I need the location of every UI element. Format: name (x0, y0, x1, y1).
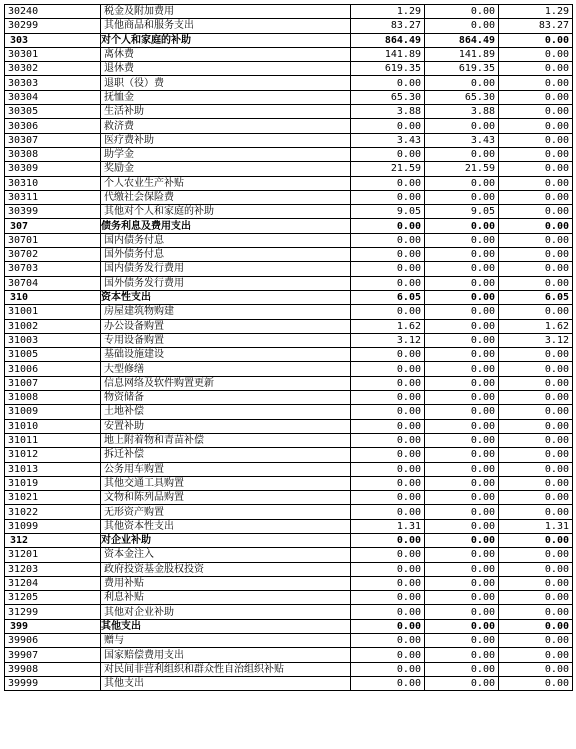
subject-name-cell: 债务利息及费用支出 (101, 219, 351, 233)
subject-name-cell: 其他交通工具购置 (101, 476, 351, 490)
subject-code-cell: 31003 (5, 333, 101, 347)
subject-name-cell: 国内债务付息 (101, 233, 351, 247)
subject-name-cell: 其他商品和服务支出 (101, 19, 351, 33)
subject-name-cell: 基础设施建设 (101, 348, 351, 362)
subject-name-cell: 文物和陈列品购置 (101, 491, 351, 505)
subject-name-cell: 其他资本性支出 (101, 519, 351, 533)
basic-expenditure-cell: 0.00 (425, 405, 499, 419)
basic-expenditure-cell: 0.00 (425, 548, 499, 562)
subject-name-cell: 费用补贴 (101, 576, 351, 590)
project-expenditure-cell: 0.00 (499, 548, 573, 562)
basic-expenditure-cell: 0.00 (425, 533, 499, 547)
project-expenditure-cell: 0.00 (499, 391, 573, 405)
total-amount-cell: 0.00 (351, 491, 425, 505)
subject-name-cell: 国外债务发行费用 (101, 276, 351, 290)
basic-expenditure-cell: 0.00 (425, 476, 499, 490)
subject-code-cell: 39907 (5, 648, 101, 662)
subject-code-cell: 31010 (5, 419, 101, 433)
basic-expenditure-cell: 0.00 (425, 248, 499, 262)
subject-code-cell: 399 (5, 619, 101, 633)
project-expenditure-cell: 0.00 (499, 462, 573, 476)
table-row (5, 676, 573, 690)
subject-code-cell: 31008 (5, 391, 101, 405)
total-amount-cell: 0.00 (351, 276, 425, 290)
subject-name-cell: 离休费 (101, 47, 351, 61)
basic-expenditure-cell: 0.00 (425, 619, 499, 633)
subject-code-cell: 30311 (5, 190, 101, 204)
category-row (5, 290, 573, 304)
subject-name-cell: 土地补偿 (101, 405, 351, 419)
subject-name-cell: 信息网络及软件购置更新 (101, 376, 351, 390)
total-amount-cell: 0.00 (351, 476, 425, 490)
subject-code-cell: 30299 (5, 19, 101, 33)
table-row (5, 190, 573, 204)
total-amount-cell: 0.00 (351, 548, 425, 562)
project-expenditure-cell: 0.00 (499, 634, 573, 648)
table-row (5, 376, 573, 390)
project-expenditure-cell: 0.00 (499, 662, 573, 676)
basic-expenditure-cell: 864.49 (425, 33, 499, 47)
subject-name-cell: 对个人和家庭的补助 (101, 33, 351, 47)
project-expenditure-cell: 0.00 (499, 190, 573, 204)
project-expenditure-cell: 0.00 (499, 305, 573, 319)
subject-code-cell: 31099 (5, 519, 101, 533)
project-expenditure-cell: 0.00 (499, 591, 573, 605)
total-amount-cell: 0.00 (351, 219, 425, 233)
subject-name-cell: 救济费 (101, 119, 351, 133)
basic-expenditure-cell: 0.00 (425, 491, 499, 505)
table-row (5, 476, 573, 490)
subject-code-cell: 31005 (5, 348, 101, 362)
total-amount-cell: 0.00 (351, 405, 425, 419)
subject-code-cell: 31007 (5, 376, 101, 390)
project-expenditure-cell: 0.00 (499, 605, 573, 619)
project-expenditure-cell: 3.12 (499, 333, 573, 347)
basic-expenditure-cell: 0.00 (425, 319, 499, 333)
project-expenditure-cell: 0.00 (499, 133, 573, 147)
subject-code-cell: 31002 (5, 319, 101, 333)
subject-code-cell: 31021 (5, 491, 101, 505)
total-amount-cell: 0.00 (351, 433, 425, 447)
table-row (5, 491, 573, 505)
basic-expenditure-cell: 0.00 (425, 147, 499, 161)
subject-code-cell: 30399 (5, 205, 101, 219)
expenditure-table (4, 4, 573, 691)
table-row (5, 348, 573, 362)
total-amount-cell: 3.88 (351, 105, 425, 119)
project-expenditure-cell: 83.27 (499, 19, 573, 33)
subject-code-cell: 31019 (5, 476, 101, 490)
subject-code-cell: 30702 (5, 248, 101, 262)
total-amount-cell: 0.00 (351, 305, 425, 319)
table-row (5, 591, 573, 605)
project-expenditure-cell: 1.29 (499, 5, 573, 19)
category-row (5, 219, 573, 233)
basic-expenditure-cell: 0.00 (425, 519, 499, 533)
table-row (5, 448, 573, 462)
total-amount-cell: 0.00 (351, 505, 425, 519)
total-amount-cell: 0.00 (351, 605, 425, 619)
project-expenditure-cell: 0.00 (499, 491, 573, 505)
subject-code-cell: 30308 (5, 147, 101, 161)
basic-expenditure-cell: 3.88 (425, 105, 499, 119)
table-row (5, 391, 573, 405)
table-row (5, 248, 573, 262)
basic-expenditure-cell: 0.00 (425, 562, 499, 576)
subject-name-cell: 税金及附加费用 (101, 5, 351, 19)
subject-code-cell: 30306 (5, 119, 101, 133)
total-amount-cell: 0.00 (351, 76, 425, 90)
table-row (5, 648, 573, 662)
total-amount-cell: 9.05 (351, 205, 425, 219)
project-expenditure-cell: 0.00 (499, 90, 573, 104)
project-expenditure-cell: 0.00 (499, 276, 573, 290)
table-row (5, 405, 573, 419)
total-amount-cell: 65.30 (351, 90, 425, 104)
basic-expenditure-cell: 0.00 (425, 348, 499, 362)
subject-code-cell: 31022 (5, 505, 101, 519)
table-row (5, 76, 573, 90)
total-amount-cell: 0.00 (351, 448, 425, 462)
table-row (5, 19, 573, 33)
subject-code-cell: 39906 (5, 634, 101, 648)
subject-name-cell: 房屋建筑物购建 (101, 305, 351, 319)
basic-expenditure-cell: 21.59 (425, 162, 499, 176)
table-row (5, 5, 573, 19)
table-row (5, 105, 573, 119)
table-row (5, 205, 573, 219)
subject-name-cell: 办公设备购置 (101, 319, 351, 333)
project-expenditure-cell: 0.00 (499, 476, 573, 490)
subject-code-cell: 312 (5, 533, 101, 547)
total-amount-cell: 0.00 (351, 648, 425, 662)
project-expenditure-cell: 0.00 (499, 105, 573, 119)
project-expenditure-cell: 0.00 (499, 233, 573, 247)
table-row (5, 133, 573, 147)
subject-code-cell: 31006 (5, 362, 101, 376)
table-row (5, 433, 573, 447)
subject-name-cell: 对企业补助 (101, 533, 351, 547)
subject-name-cell: 公务用车购置 (101, 462, 351, 476)
subject-name-cell: 退休费 (101, 62, 351, 76)
subject-name-cell: 利息补贴 (101, 591, 351, 605)
project-expenditure-cell: 0.00 (499, 162, 573, 176)
table-row (5, 233, 573, 247)
table-row (5, 505, 573, 519)
subject-name-cell: 安置补助 (101, 419, 351, 433)
basic-expenditure-cell: 0.00 (425, 419, 499, 433)
basic-expenditure-cell: 0.00 (425, 433, 499, 447)
subject-code-cell: 30304 (5, 90, 101, 104)
subject-code-cell: 31013 (5, 462, 101, 476)
subject-code-cell: 31001 (5, 305, 101, 319)
subject-code-cell: 31203 (5, 562, 101, 576)
subject-name-cell: 其他对企业补助 (101, 605, 351, 619)
table-row (5, 462, 573, 476)
subject-code-cell: 31205 (5, 591, 101, 605)
table-row (5, 162, 573, 176)
table-row (5, 119, 573, 133)
project-expenditure-cell: 0.00 (499, 33, 573, 47)
total-amount-cell: 0.00 (351, 262, 425, 276)
category-row (5, 33, 573, 47)
total-amount-cell: 864.49 (351, 33, 425, 47)
subject-name-cell: 其他支出 (101, 676, 351, 690)
total-amount-cell: 1.31 (351, 519, 425, 533)
subject-name-cell: 生活补助 (101, 105, 351, 119)
basic-expenditure-cell: 0.00 (425, 634, 499, 648)
total-amount-cell: 0.00 (351, 662, 425, 676)
table-row (5, 147, 573, 161)
subject-name-cell: 物资储备 (101, 391, 351, 405)
project-expenditure-cell: 0.00 (499, 405, 573, 419)
basic-expenditure-cell: 0.00 (425, 662, 499, 676)
project-expenditure-cell: 0.00 (499, 362, 573, 376)
subject-code-cell: 31012 (5, 448, 101, 462)
subject-name-cell: 地上附着物和青苗补偿 (101, 433, 351, 447)
table-row (5, 605, 573, 619)
basic-expenditure-cell: 3.43 (425, 133, 499, 147)
total-amount-cell: 0.00 (351, 348, 425, 362)
subject-name-cell: 助学金 (101, 147, 351, 161)
subject-code-cell: 30309 (5, 162, 101, 176)
basic-expenditure-cell: 0.00 (425, 233, 499, 247)
subject-code-cell: 31009 (5, 405, 101, 419)
table-row (5, 262, 573, 276)
basic-expenditure-cell: 0.00 (425, 576, 499, 590)
subject-name-cell: 抚恤金 (101, 90, 351, 104)
total-amount-cell: 0.00 (351, 619, 425, 633)
basic-expenditure-cell: 0.00 (425, 605, 499, 619)
subject-code-cell: 39908 (5, 662, 101, 676)
total-amount-cell: 141.89 (351, 47, 425, 61)
subject-name-cell: 医疗费补助 (101, 133, 351, 147)
subject-name-cell: 奖励金 (101, 162, 351, 176)
subject-name-cell: 国家赔偿费用支出 (101, 648, 351, 662)
total-amount-cell: 0.00 (351, 362, 425, 376)
basic-expenditure-cell: 0.00 (425, 305, 499, 319)
subject-name-cell: 资本金注入 (101, 548, 351, 562)
basic-expenditure-cell: 0.00 (425, 190, 499, 204)
total-amount-cell: 21.59 (351, 162, 425, 176)
basic-expenditure-cell: 0.00 (425, 333, 499, 347)
total-amount-cell: 3.43 (351, 133, 425, 147)
project-expenditure-cell: 0.00 (499, 562, 573, 576)
table-row (5, 333, 573, 347)
basic-expenditure-cell: 0.00 (425, 591, 499, 605)
subject-name-cell: 国外债务付息 (101, 248, 351, 262)
basic-expenditure-cell: 0.00 (425, 176, 499, 190)
table-row (5, 176, 573, 190)
project-expenditure-cell: 0.00 (499, 576, 573, 590)
project-expenditure-cell: 0.00 (499, 47, 573, 61)
subject-code-cell: 39999 (5, 676, 101, 690)
total-amount-cell: 0.00 (351, 676, 425, 690)
basic-expenditure-cell: 619.35 (425, 62, 499, 76)
total-amount-cell: 0.00 (351, 147, 425, 161)
total-amount-cell: 0.00 (351, 190, 425, 204)
subject-name-cell: 无形资产购置 (101, 505, 351, 519)
total-amount-cell: 6.05 (351, 290, 425, 304)
total-amount-cell: 0.00 (351, 233, 425, 247)
total-amount-cell: 83.27 (351, 19, 425, 33)
basic-expenditure-cell: 0.00 (425, 362, 499, 376)
project-expenditure-cell: 0.00 (499, 76, 573, 90)
total-amount-cell: 0.00 (351, 533, 425, 547)
project-expenditure-cell: 0.00 (499, 262, 573, 276)
subject-name-cell: 国内债务发行费用 (101, 262, 351, 276)
subject-code-cell: 31299 (5, 605, 101, 619)
project-expenditure-cell: 0.00 (499, 619, 573, 633)
basic-expenditure-cell: 65.30 (425, 90, 499, 104)
subject-code-cell: 30703 (5, 262, 101, 276)
subject-code-cell: 307 (5, 219, 101, 233)
project-expenditure-cell: 1.62 (499, 319, 573, 333)
subject-code-cell: 30310 (5, 176, 101, 190)
basic-expenditure-cell: 0.00 (425, 76, 499, 90)
basic-expenditure-cell: 0.00 (425, 276, 499, 290)
project-expenditure-cell: 0.00 (499, 376, 573, 390)
total-amount-cell: 0.00 (351, 376, 425, 390)
subject-name-cell: 政府投资基金股权投资 (101, 562, 351, 576)
total-amount-cell: 1.62 (351, 319, 425, 333)
subject-code-cell: 30307 (5, 133, 101, 147)
project-expenditure-cell: 0.00 (499, 419, 573, 433)
table-row (5, 548, 573, 562)
total-amount-cell: 0.00 (351, 176, 425, 190)
total-amount-cell: 0.00 (351, 562, 425, 576)
subject-name-cell: 拆迁补偿 (101, 448, 351, 462)
project-expenditure-cell: 0.00 (499, 205, 573, 219)
basic-expenditure-cell: 0.00 (425, 119, 499, 133)
basic-expenditure-cell: 0.00 (425, 391, 499, 405)
project-expenditure-cell: 1.31 (499, 519, 573, 533)
category-row (5, 533, 573, 547)
total-amount-cell: 1.29 (351, 5, 425, 19)
subject-name-cell: 赠与 (101, 634, 351, 648)
basic-expenditure-cell: 0.00 (425, 676, 499, 690)
table-row (5, 90, 573, 104)
project-expenditure-cell: 0.00 (499, 433, 573, 447)
project-expenditure-cell: 0.00 (499, 533, 573, 547)
basic-expenditure-cell: 0.00 (425, 376, 499, 390)
subject-name-cell: 资本性支出 (101, 290, 351, 304)
basic-expenditure-cell: 0.00 (425, 505, 499, 519)
project-expenditure-cell: 0.00 (499, 147, 573, 161)
project-expenditure-cell: 0.00 (499, 248, 573, 262)
table-row (5, 276, 573, 290)
subject-name-cell: 大型修缮 (101, 362, 351, 376)
project-expenditure-cell: 0.00 (499, 348, 573, 362)
total-amount-cell: 619.35 (351, 62, 425, 76)
basic-expenditure-cell: 0.00 (425, 262, 499, 276)
subject-code-cell: 30240 (5, 5, 101, 19)
total-amount-cell: 0.00 (351, 119, 425, 133)
subject-code-cell: 30704 (5, 276, 101, 290)
subject-name-cell: 对民间非营利组织和群众性自治组织补贴 (101, 662, 351, 676)
table-row (5, 62, 573, 76)
table-row (5, 47, 573, 61)
table-row (5, 519, 573, 533)
project-expenditure-cell: 0.00 (499, 505, 573, 519)
subject-name-cell: 退职（役）费 (101, 76, 351, 90)
basic-expenditure-cell: 0.00 (425, 5, 499, 19)
subject-code-cell: 30701 (5, 233, 101, 247)
total-amount-cell: 0.00 (351, 576, 425, 590)
project-expenditure-cell: 0.00 (499, 62, 573, 76)
basic-expenditure-cell: 9.05 (425, 205, 499, 219)
subject-code-cell: 310 (5, 290, 101, 304)
total-amount-cell: 3.12 (351, 333, 425, 347)
category-row (5, 619, 573, 633)
project-expenditure-cell: 0.00 (499, 676, 573, 690)
table-row (5, 662, 573, 676)
basic-expenditure-cell: 0.00 (425, 462, 499, 476)
table-row (5, 362, 573, 376)
table-row (5, 634, 573, 648)
basic-expenditure-cell: 0.00 (425, 648, 499, 662)
total-amount-cell: 0.00 (351, 248, 425, 262)
total-amount-cell: 0.00 (351, 391, 425, 405)
table-body (5, 5, 573, 691)
total-amount-cell: 0.00 (351, 591, 425, 605)
table-row (5, 576, 573, 590)
subject-name-cell: 专用设备购置 (101, 333, 351, 347)
subject-name-cell: 其他对个人和家庭的补助 (101, 205, 351, 219)
subject-name-cell: 其他支出 (101, 619, 351, 633)
project-expenditure-cell: 0.00 (499, 219, 573, 233)
project-expenditure-cell: 0.00 (499, 648, 573, 662)
total-amount-cell: 0.00 (351, 462, 425, 476)
subject-code-cell: 31201 (5, 548, 101, 562)
project-expenditure-cell: 0.00 (499, 176, 573, 190)
basic-expenditure-cell: 0.00 (425, 448, 499, 462)
basic-expenditure-cell: 141.89 (425, 47, 499, 61)
subject-name-cell: 个人农业生产补贴 (101, 176, 351, 190)
project-expenditure-cell: 0.00 (499, 448, 573, 462)
subject-code-cell: 303 (5, 33, 101, 47)
subject-code-cell: 30303 (5, 76, 101, 90)
subject-code-cell: 30305 (5, 105, 101, 119)
basic-expenditure-cell: 0.00 (425, 290, 499, 304)
project-expenditure-cell: 0.00 (499, 119, 573, 133)
subject-code-cell: 31204 (5, 576, 101, 590)
subject-code-cell: 30302 (5, 62, 101, 76)
table-row (5, 319, 573, 333)
subject-name-cell: 代缴社会保险费 (101, 190, 351, 204)
basic-expenditure-cell: 0.00 (425, 219, 499, 233)
table-row (5, 419, 573, 433)
basic-expenditure-cell: 0.00 (425, 19, 499, 33)
total-amount-cell: 0.00 (351, 634, 425, 648)
table-row (5, 305, 573, 319)
total-amount-cell: 0.00 (351, 419, 425, 433)
subject-code-cell: 30301 (5, 47, 101, 61)
table-row (5, 562, 573, 576)
subject-code-cell: 31011 (5, 433, 101, 447)
project-expenditure-cell: 6.05 (499, 290, 573, 304)
